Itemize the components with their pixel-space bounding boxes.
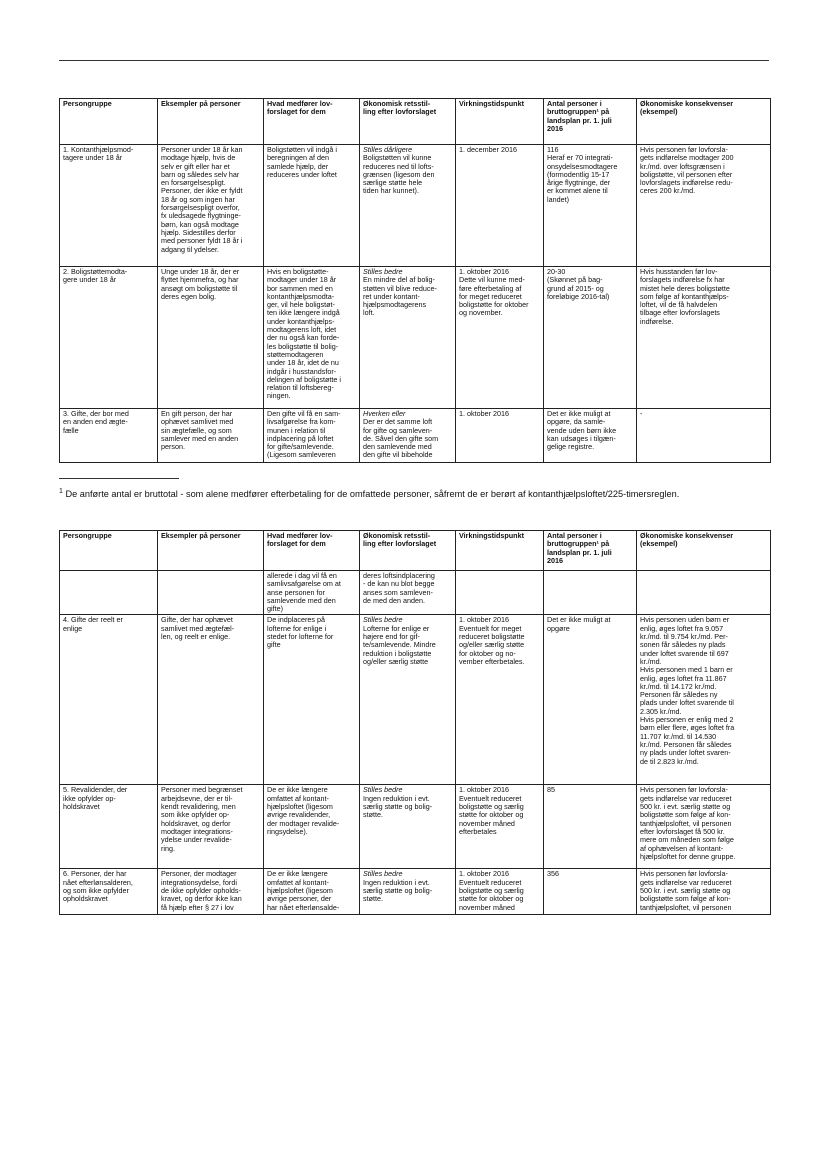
table-row [60, 785, 771, 869]
cell-examples: Personer under 18 år kan modtage hjælp, hvis de selv er gift eller har et barn og således selv har en forsørgelsespligt. Personer, der ikke er fyldt 18 år og som ingen har forsørgelsespligt overfor, fx uledsagede flygtninge- børn, kan også modtage hjælp. Sidestilles derfor med personer fyldt 18 år i adgang til ydelser. [158, 145, 264, 267]
cell-status [360, 267, 456, 409]
footnote-rule [59, 478, 179, 479]
status-label: Stilles bedre [363, 869, 403, 879]
cell-date [456, 571, 544, 615]
col-header-persongruppe: Persongruppe [60, 99, 158, 145]
cell-date: 1. oktober 2016 Eventuelt for meget reduceret boligstøtte og/eller særlig støtte for oktober og no- vember efterbetales. [456, 615, 544, 785]
status-text: En mindre del af bolig- støtten vil blive reduce- ret under kontant- hjælpsmodtagerens loft. [363, 275, 437, 318]
cell-count: 20-30 (Skønnet på bag- grund af 2015- og foreløbige 2016-tal) [544, 267, 637, 409]
cell-group: 1. Kontanthjælpsmod- tagere under 18 år [60, 145, 158, 267]
cell-group: 6. Personer, der har nået efterlønsalderen, og som ikke opfylder opholdskravet [60, 869, 158, 915]
header-rule [59, 60, 769, 61]
footnote-text: De anførte antal er bruttotal - som alene medfører efterbetaling for de omfattede personer, såfremt de er berørt af kontanthjælpsloftet/225-timersreglen. [65, 489, 680, 500]
status-label: Stilles dårligere [363, 145, 413, 154]
cell-count: 356 [544, 869, 637, 915]
cell-consequence: - [637, 409, 771, 463]
cell-date: 1. oktober 2016 Eventuelt reduceret boligstøtte og særlig støtte for oktober og november måned efterbetales [456, 785, 544, 869]
status-text: Lofterne for enlige er højere end for gif- te/samlevende. Mindre reduktion i boligstøtte og/eller særlig støtte [363, 623, 436, 666]
cell-effect: allerede i dag vil få en samlivsafgørelse om at anse personen for samlevende med den gifte) [264, 571, 360, 615]
col-header-hvad-medfoerer: Hvad medfører lov- forslaget for dem [264, 531, 360, 571]
cell-group: 5. Revalidender, der ikke opfylder op- holdskravet [60, 785, 158, 869]
table-row [60, 267, 771, 409]
col-header-konsekvenser: Økonomiske konsekvenser (eksempel) [637, 99, 771, 145]
cell-effect: Hvis en boligstøtte- modtager under 18 år bor sammen med en kontanthjælpsmodta- ger, vil hele boligstøt- ten ikke længere indgå under kontanthjælps- modtagerens loft, idet der nu også kan forde- les boligstøtte til bolig- støttemodtageren under 18 år, idet de nu indgår i husstandsfor- delingen af boligstøtte i relation til loftsbereg- ningen. [264, 267, 360, 409]
cell-consequence: Hvis personen før lovforsla- gets indførelse modtager 200 kr./md. over loftsgrænsen i boligstøtte, vil personen efter lovforslagets indførelse redu- ceres 200 kr./md. [637, 145, 771, 267]
cell-count: Det er ikke muligt at opgøre [544, 615, 637, 785]
cell-consequence: Hvis personen før lovforsla- gets indførelse var reduceret 500 kr. i evt. særlig støtte og boligstøtte som følge af kon- tanthjælpsloftet, vil personen efter lovforslaget få 500 kr. mere om måneden som følge af ophævelsen af kontant- hjælpsloftet for denne gruppe. [637, 785, 771, 869]
cell-effect: Boligstøtten vil indgå i beregningen af den samlede hjælp, der reduceres under loftet [264, 145, 360, 267]
cell-examples: En gift person, der har ophævet samlivet med sin ægtefælle, og som samlever med en anden person. [158, 409, 264, 463]
table-row [60, 615, 771, 785]
cell-effect: De er ikke længere omfattet af kontant- hjælpsloftet (ligesom øvrige personer, der har nået efterlønsalde- [264, 869, 360, 915]
cell-status [360, 785, 456, 869]
cell-effect: De er ikke længere omfattet af kontant- hjælpsloftet (ligesom øvrige revalidender, der modtager revalide- ringsydelse). [264, 785, 360, 869]
col-header-antal-personer: Antal personer i bruttogruppen¹ på landsplan pr. 1. juli 2016 [544, 531, 637, 571]
table-header-row [60, 99, 771, 145]
col-header-persongruppe: Persongruppe [60, 531, 158, 571]
cell-examples: Gifte, der har ophævet samlivet med ægtefæl- len, og reelt er enlige. [158, 615, 264, 785]
footnote [59, 486, 789, 500]
cell-count: 85 [544, 785, 637, 869]
table-row [60, 145, 771, 267]
cell-effect: De indplaceres på lofterne for enlige i stedet for lofterne for gifte [264, 615, 360, 785]
cell-status [360, 145, 456, 267]
cell-group: 3. Gifte, der bor med en anden end ægte- fælle [60, 409, 158, 463]
cell-consequence [637, 571, 771, 615]
cell-examples: Unge under 18 år, der er flyttet hjemmefra, og har ansøgt om boligstøtte til deres egen bolig. [158, 267, 264, 409]
cell-count: 116 Heraf er 70 integrati- onsydelsesmodtagere (formodentlig 15-17 årige flygtninge, der er kommet alene til landet) [544, 145, 637, 267]
cell-status [360, 615, 456, 785]
cell-group: 2. Boligstøttemodta- gere under 18 år [60, 267, 158, 409]
cell-count: Det er ikke muligt at opgøre, da samle- vende uden børn ikke kan udsøges i tilgæn- gelige registre. [544, 409, 637, 463]
col-header-eksempler: Eksempler på personer [158, 531, 264, 571]
status-label: Stilles bedre [363, 267, 403, 276]
status-label: Stilles bedre [363, 785, 403, 795]
col-header-eksempler: Eksempler på personer [158, 99, 264, 145]
table-header-row [60, 531, 771, 571]
col-header-konsekvenser: Økonomiske konsekvenser (eksempel) [637, 531, 771, 571]
consequences-table-part-2 [59, 530, 771, 915]
cell-examples: Personer med begrænset arbejdsevne, der er til- kendt revalidering, men som ikke opfylder op- holdskravet, og derfor modtager integrations- ydelse under revalide- ring. [158, 785, 264, 869]
status-text: Boligstøtten vil kunne reduceres ned til lofts- grænsen (ligesom den særlige støtte hele tiden har kunnet). [363, 153, 435, 196]
cell-date: 1. oktober 2016 [456, 409, 544, 463]
col-header-retsstilling: Økonomisk retsstil- ling efter lovforslaget [360, 531, 456, 571]
col-header-virkningstidspunkt: Virkningstidspunkt [456, 99, 544, 145]
footnote-number: 1 [59, 488, 63, 495]
cell-group [60, 571, 158, 615]
cell-count [544, 571, 637, 615]
consequences-table-part-1 [59, 98, 771, 463]
col-header-antal-personer: Antal personer i bruttogruppen¹ på landsplan pr. 1. juli 2016 [544, 99, 637, 145]
status-label: Stilles bedre [363, 615, 403, 625]
col-header-virkningstidspunkt: Virkningstidspunkt [456, 531, 544, 571]
cell-examples [158, 571, 264, 615]
status-text: Ingen reduktion i evt. særlig støtte og bolig- støtte. [363, 793, 433, 820]
cell-status [360, 869, 456, 915]
cell-effect: Den gifte vil få en sam- livsafgørelse fra kom- munen i relation til indplacering på loftet for gifte/samlevende. (Ligesom samleveren [264, 409, 360, 463]
cell-status [360, 409, 456, 463]
cell-status-text: deres loftsindplacering - de kan nu blot begge anses som samleven- de med den anden. [360, 571, 456, 615]
col-header-hvad-medfoerer: Hvad medfører lov- forslaget for dem [264, 99, 360, 145]
status-text: Der er det samme loft for gifte og samleven- de. Såvel den gifte som den samlevende med den gifte vil bibeholde [363, 417, 439, 460]
cell-consequence: Hvis husstanden før lov- forslagets indførelse fx har mistet hele deres boligstøtte som følge af kontanthjælps- loftet, vil de få halvdelen tilbage efter lovforslagets indførelse. [637, 267, 771, 409]
table-row [60, 409, 771, 463]
cell-consequence: Hvis personen før lovforsla- gets indførelse var reduceret 500 kr. i evt. særlig støtte og boligstøtte som følge af kon- tanthjælpsloftet, vil personen [637, 869, 771, 915]
status-label: Hverken eller [363, 409, 406, 418]
status-text: Ingen reduktion i evt. særlig støtte og bolig- støtte. [363, 877, 433, 904]
table-row [60, 869, 771, 915]
table-row-continuation [60, 571, 771, 615]
cell-date: 1. oktober 2016 Dette vil kunne med- føre efterbetaling af for meget reduceret boligstøtte for oktober og november. [456, 267, 544, 409]
col-header-retsstilling: Økonomisk retsstil- ling efter lovforslaget [360, 99, 456, 145]
cell-examples: Personer, der modtager integrationsydelse, fordi de ikke opfylder opholds- kravet, og derfor ikke kan få hjælp efter § 27 i lov [158, 869, 264, 915]
cell-date: 1. december 2016 [456, 145, 544, 267]
cell-date: 1. oktober 2016 Eventuelt reduceret boligstøtte og særlig støtte for oktober og november måned [456, 869, 544, 915]
cell-group: 4. Gifte der reelt er enlige [60, 615, 158, 785]
cell-consequence: Hvis personen uden børn er enlig, øges loftet fra 9.057 kr./md. til 9.754 kr./md. Per- sonen får således ny plads under loftet svarende til 697 kr./md. Hvis personen med 1 barn er enlig, øges loftet fra 11.867 kr./md. til 14.172 kr./md. Personen får således ny plads under loftet svarende til 2.305 kr./md. Hvis personen er enlig med 2 børn eller flere, øges loftet fra 11.707 kr./md. til 14.530 kr./md. Personen får således ny plads under loftet svaren- de til 2.823 kr./md. [637, 615, 771, 785]
